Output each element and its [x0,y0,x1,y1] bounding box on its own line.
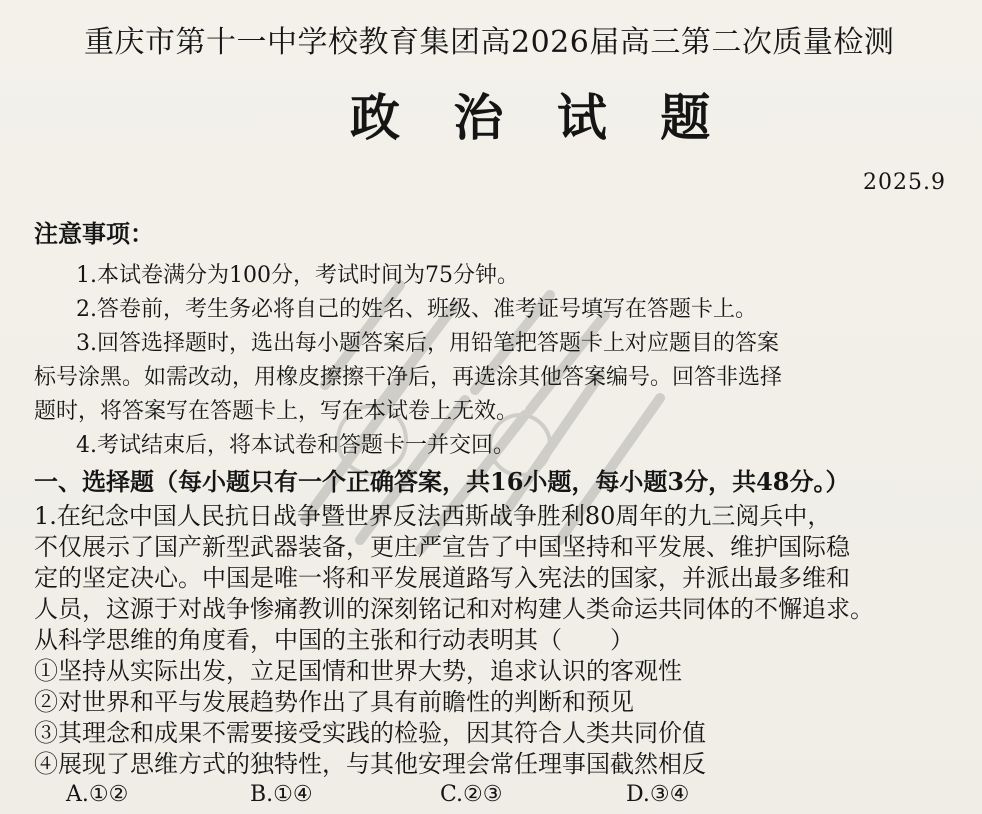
statement-3: ③其理念和成果不需要接受实践的检验，因其符合人类共同价值 [34,719,706,747]
statement-4: ④展现了思维方式的独特性，与其他安理会常任理事国截然相反 [34,750,706,778]
question-line-1: 1.在纪念中国人民抗日战争暨世界反法西斯战争胜利80周年的九三阅兵中， [34,502,832,530]
option-c: C.②③ [440,782,503,807]
notice-line-5: 题时，将答案写在答题卡上，写在本试卷上无效。 [34,399,519,424]
option-a: A.①② [66,782,129,807]
notice-heading: 注意事项： [34,219,154,248]
question-line-5: 从科学思维的角度看，中国的主张和行动表明其（ ） [34,626,634,654]
option-b: B.①④ [250,782,313,807]
exam-date: 2025.9 [863,170,946,195]
subject-title: 政 治 试 题 [350,88,729,147]
question-line-2: 不仅展示了国产新型武器装备，更庄严宣告了中国坚持和平发展、维护国际稳 [34,533,850,561]
notice-line-1: 1.本试卷满分为100分，考试时间为75分钟。 [76,263,519,288]
notice-line-4: 标号涂黑。如需改动，用橡皮擦擦干净后，再选涂其他答案编号。回答非选择 [34,365,783,390]
notice-line-2: 2.答卷前，考生务必将自己的姓名、班级、准考证号填写在答题卡上。 [76,297,757,322]
statement-2: ②对世界和平与发展趋势作出了具有前瞻性的判断和预见 [34,688,634,716]
notice-line-6: 4.考试结束后，将本试卷和答题卡一并交回。 [76,433,515,458]
question-line-3: 定的坚定决心。中国是唯一将和平发展道路写入宪法的国家，并派出最多维和 [34,564,850,592]
statement-1: ①坚持从实际出发，立足国情和世界大势，追求认识的客观性 [34,657,682,685]
section-title: 一、选择题（每小题只有一个正确答案，共16小题，每小题3分，共48分。） [34,467,850,496]
school-header: 重庆市第十一中学校教育集团高2026届高三第二次质量检测 [84,25,895,60]
option-d: D.③④ [626,782,690,807]
question-line-4: 人员，这源于对战争惨痛教训的深刻铭记和对构建人类命运共同体的不懈追求。 [34,595,874,623]
notice-line-3: 3.回答选择题时，选出每小题答案后，用铅笔把答题卡上对应题目的答案 [76,331,779,356]
